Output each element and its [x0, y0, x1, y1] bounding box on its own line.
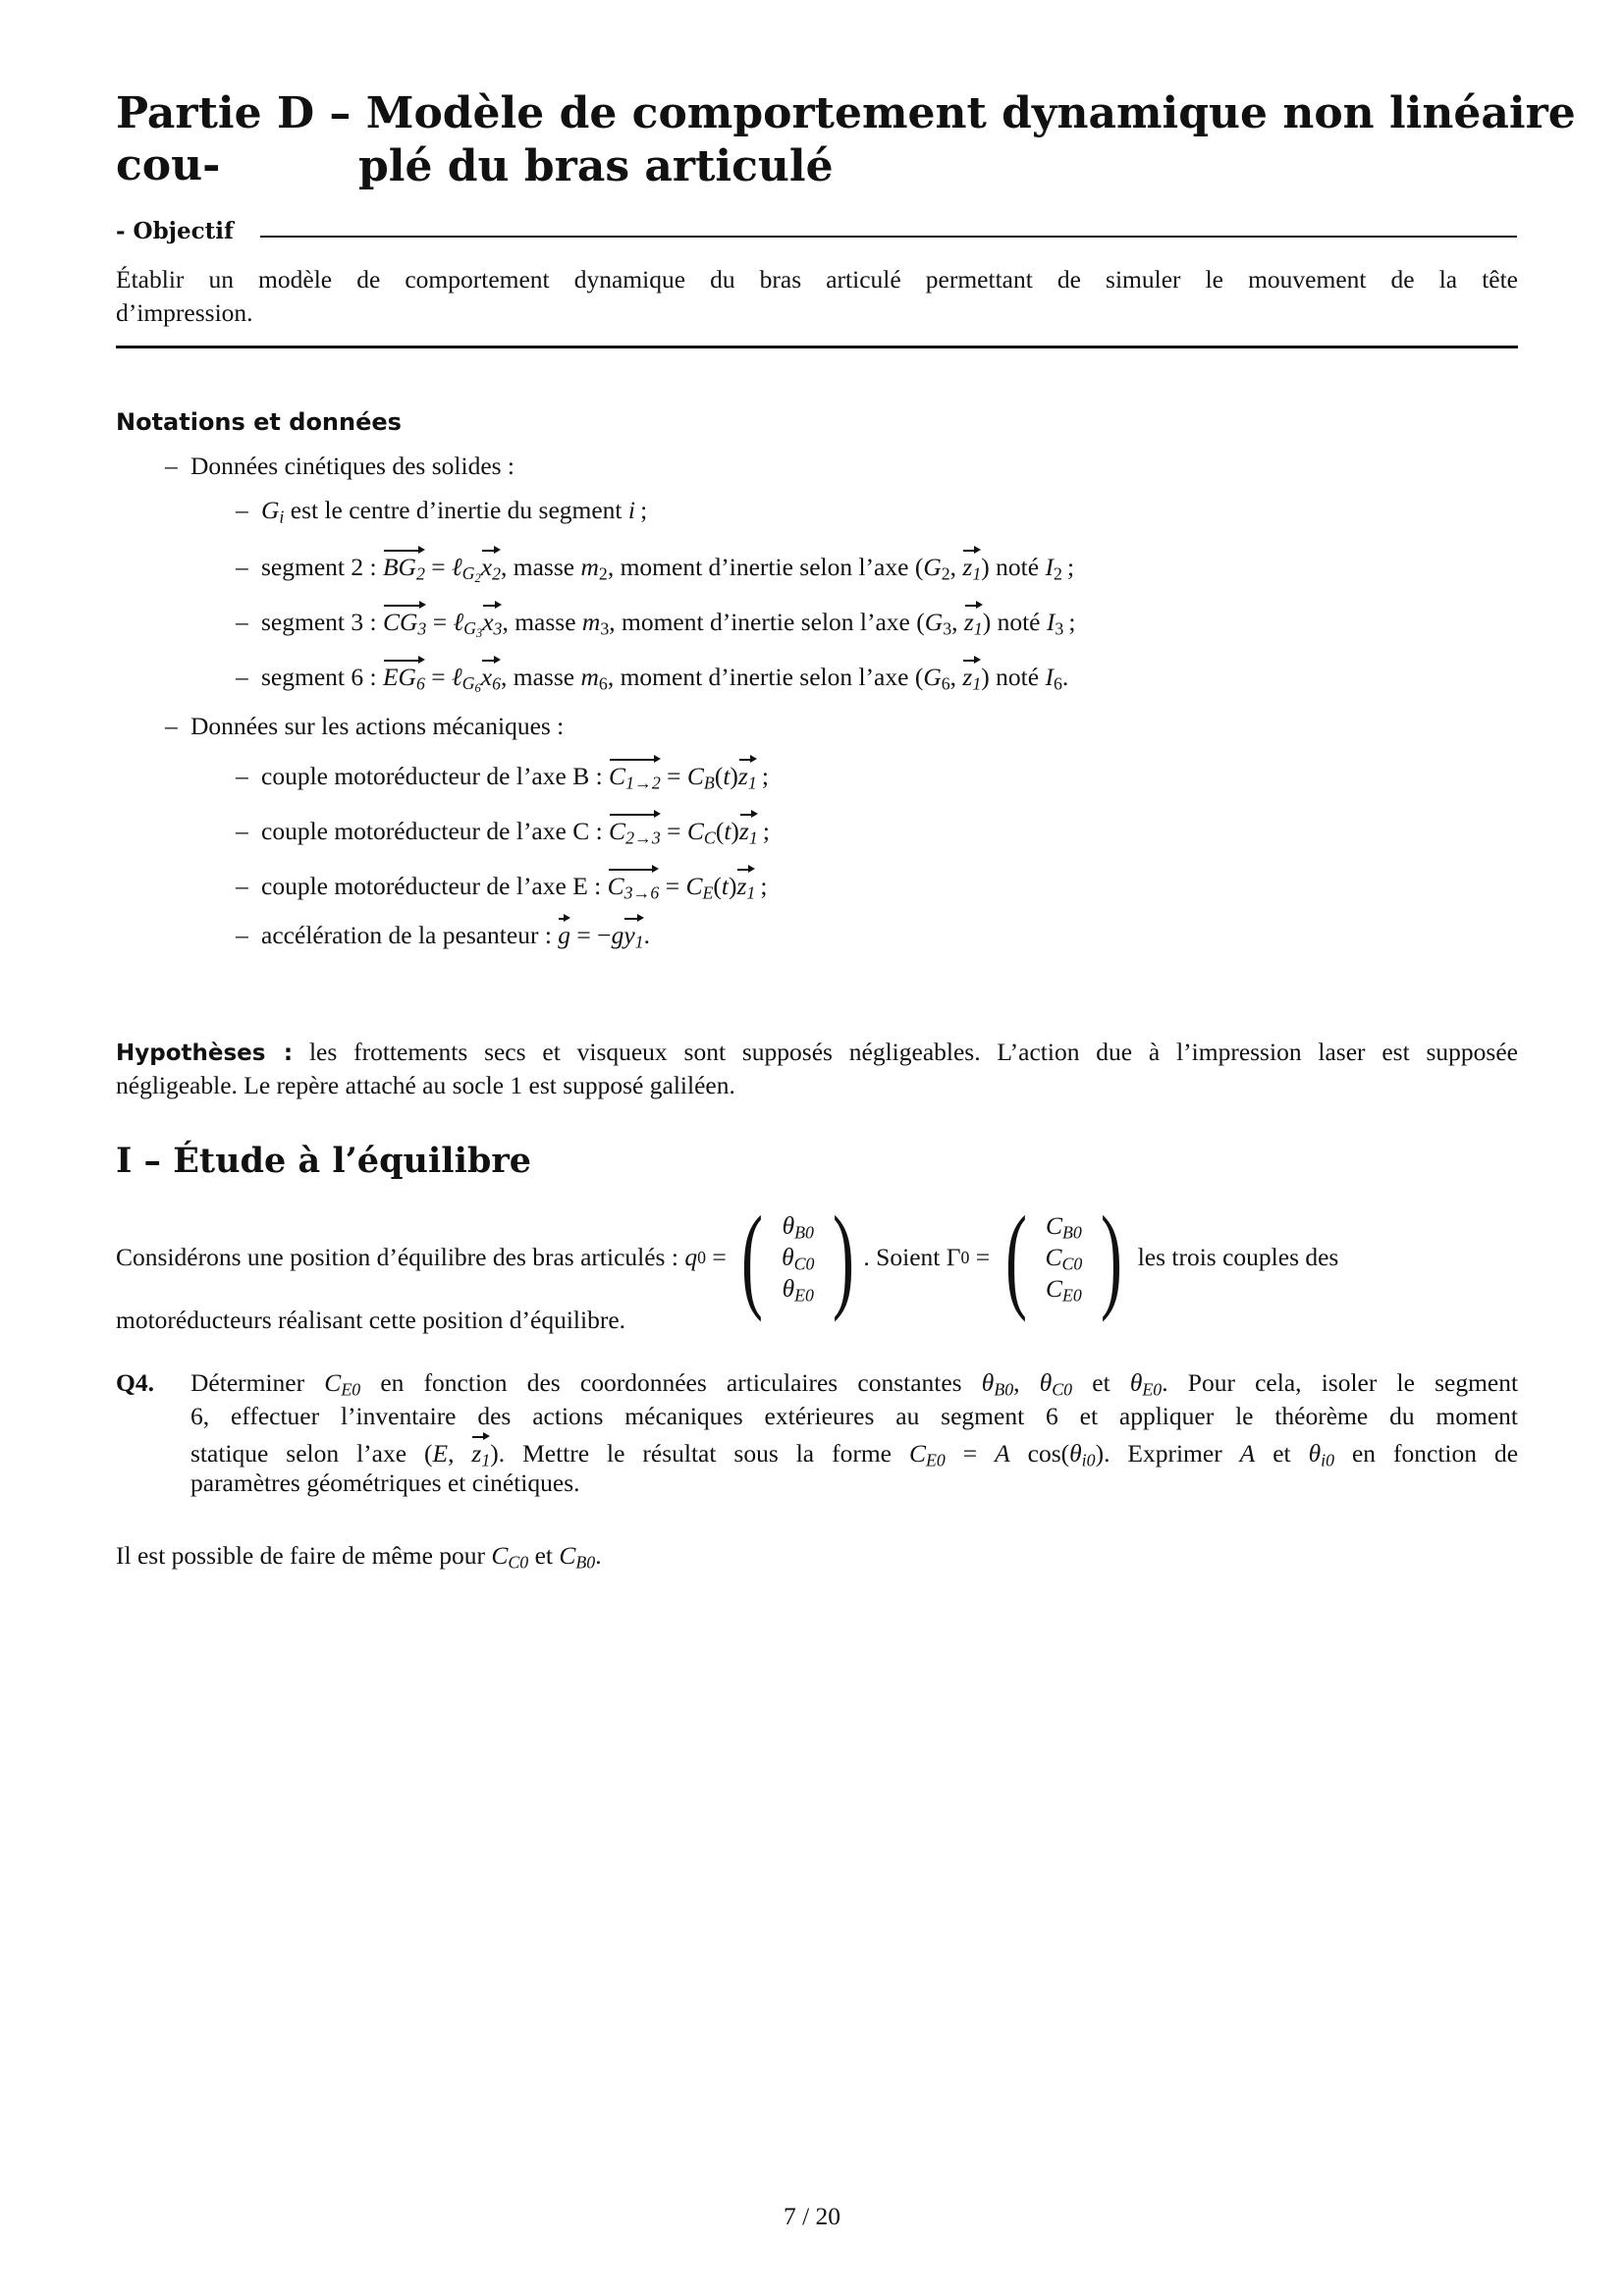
q4-line4: paramètres géométriques et cinétiques.: [190, 1468, 580, 1497]
equilibrium-intro-line2: motoréducteurs réalisant cette position d’équilibre.: [116, 1306, 626, 1334]
closing-before: Il est possible de faire de même pour: [116, 1541, 486, 1570]
q4-l1b: en fonction des coordonnées articulaires constantes: [380, 1368, 962, 1397]
inertia-word: moment d’inertie selon l’axe: [620, 553, 909, 581]
hypotheses-line1: [116, 1036, 1518, 1070]
couple-b-label: couple motoréducteur de l’axe B :: [261, 762, 603, 790]
actions-heading-text: Données sur les actions mécaniques :: [190, 712, 565, 740]
couple-c-item: – couple motoréducteur de l’axe C : $C_{2\to 3} = C_C(t)z_1$ ;: [236, 811, 770, 848]
mass-word: masse: [513, 553, 575, 581]
segment-6-label: segment 6 :: [261, 663, 377, 691]
couple-e-item: – couple motoréducteur de l’axe E : $C_{3\to 6} = C_E(t)z_1$ ;: [236, 866, 768, 903]
couple-e-label: couple motoréducteur de l’axe E :: [261, 872, 602, 900]
noted-word: noté: [996, 663, 1040, 691]
q4-l1c: et: [1092, 1368, 1110, 1397]
segment-6-item: – segment 6 : $EG_6$ = $\ell_{G_6}x_6$, masse $m_6$, moment d’inertie selon l’axe ($G_6$, $z_1$) noté $I_6$.: [236, 657, 1068, 694]
section-title: I – Étude à l’équilibre: [116, 1141, 532, 1181]
segment-3-label: segment 3 :: [261, 608, 377, 636]
segment-2-end: ;: [1066, 553, 1075, 581]
q4-label: Q4.: [116, 1368, 154, 1397]
objective-label: - Objectif: [116, 218, 234, 244]
q4-l3b: . Mettre le résultat sous la forme: [498, 1439, 892, 1468]
q4-l3d: et: [1272, 1439, 1291, 1468]
kinetic-heading-text: Données cinétiques des solides :: [190, 452, 515, 480]
inertia-word: moment d’inertie selon l’axe: [622, 608, 910, 636]
notations-heading: Notations et données: [116, 408, 402, 436]
q4-l3c: . Exprimer: [1104, 1439, 1222, 1468]
q4-l1a: Déterminer: [190, 1368, 305, 1397]
segment-6-end: .: [1061, 663, 1069, 691]
q4-line2: 6, effectuer l’inventaire des actions mécaniques extérieures au segment 6 et appliquer le théorème du moment: [190, 1402, 1518, 1430]
hypotheses-line2: négligeable. Le repère attaché au socle 1 est supposé galiléen.: [116, 1071, 735, 1099]
part-title-line2: plé du bras articulé: [358, 141, 834, 191]
q4-l1d: . Pour cela, isoler le segment: [1162, 1368, 1519, 1397]
segment-2-label: segment 2 :: [261, 553, 377, 581]
objective-bottom-rule: [116, 346, 1518, 348]
inertia-center-item: – $G_i$ est le centre d’inertie du segment i ;: [236, 496, 648, 527]
inertia-center-text: est le centre d’inertie du segment: [290, 496, 623, 524]
gravity-item: – accélération de la pesanteur : $g = -gy_1$.: [236, 915, 650, 952]
intro-before: Considérons une position d’équilibre des bras articulés :: [116, 1243, 678, 1271]
intro-soient: . Soient: [863, 1243, 941, 1271]
mass-word: masse: [514, 608, 576, 636]
equilibrium-intro: Considérons une position d’équilibre des bras articulés : q 0 = ( $\theta_{B0}$ $\theta_{C0}$ $\theta_{E0}$ ) . Soient Γ 0 = ( $C_{B0}$ $C_{C0}$ $C_{E0}$ ) les trois couples des: [116, 1192, 1339, 1322]
gravity-label: accélération de la pesanteur :: [261, 921, 552, 949]
objective-text-line1: Établir un modèle de comportement dynamique du bras articulé permettant de simuler le mouvement de la tête: [116, 265, 1518, 294]
objective-text-line2: d’impression.: [116, 298, 253, 327]
intro-after: les trois couples des: [1137, 1243, 1339, 1271]
closing-end: .: [595, 1541, 602, 1570]
segment-3-end: ;: [1068, 608, 1076, 636]
objective-rule: [260, 236, 1517, 238]
part-title-line1: Partie D – Modèle de comportement dynamique non linéaire cou-: [116, 88, 1576, 190]
segment-2-item: – segment 2 : $BG_2$ = $\ell_{G_2}x_2$, masse $m_2$, moment d’inertie selon l’axe ($G_2$, $z_1$) noté $I_2$ ;: [236, 547, 1074, 584]
noted-word: noté: [996, 553, 1040, 581]
hypotheses-text-1: les frottements secs et visqueux sont supposés négligeables. L’action due à l’impression laser est supposée: [308, 1038, 1518, 1066]
closing-line: Il est possible de faire de même pour $C_{C0}$ et $C_{B0}$.: [116, 1541, 602, 1573]
q4-l3a: statique selon l’axe: [190, 1439, 407, 1468]
couple-b-item: – couple motoréducteur de l’axe B : $C_{1\to 2} = C_B(t)z_1$ ;: [236, 756, 769, 793]
q4-line1: Déterminer $C_{E0}$ en fonction des coordonnées articulaires constantes $\theta_{B0}$, $\theta_{C0}$ et $\theta_{E0}$. Pour cela, isoler le segment: [190, 1368, 1519, 1400]
q4-l3e: en fonction de: [1351, 1439, 1519, 1468]
inertia-word: moment d’inertie selon l’axe: [620, 663, 909, 691]
q4-line3: statique selon l’axe (E, $z_1$). Mettre le résultat sous la forme $C_{E0} = A$ $\cos(\theta_{i0})$. Exprimer A et $\theta_{i0}$ en fonction de: [190, 1433, 1518, 1470]
page-number: 7 / 20: [783, 2202, 841, 2230]
hypotheses-label: Hypothèses :: [116, 1041, 294, 1066]
q0-vector: ( $\theta_{B0}$ $\theta_{C0}$ $\theta_{E0}$ ): [741, 1192, 855, 1322]
couple-c-label: couple motoréducteur de l’axe C :: [261, 817, 603, 845]
mass-word: masse: [513, 663, 575, 691]
gamma0-vector: ( $C_{B0}$ $C_{C0}$ $C_{E0}$ ): [1004, 1192, 1123, 1322]
segment-3-item: – segment 3 : $CG_3$ = $\ell_{G_3}x_3$, masse $m_3$, moment d’inertie selon l’axe ($G_3$, $z_1$) noté $I_3$ ;: [236, 602, 1076, 639]
noted-word: noté: [997, 608, 1041, 636]
kinetic-heading: – Données cinétiques des solides :: [165, 452, 515, 480]
actions-heading: – Données sur les actions mécaniques :: [165, 712, 565, 740]
closing-mid: et: [534, 1541, 554, 1570]
